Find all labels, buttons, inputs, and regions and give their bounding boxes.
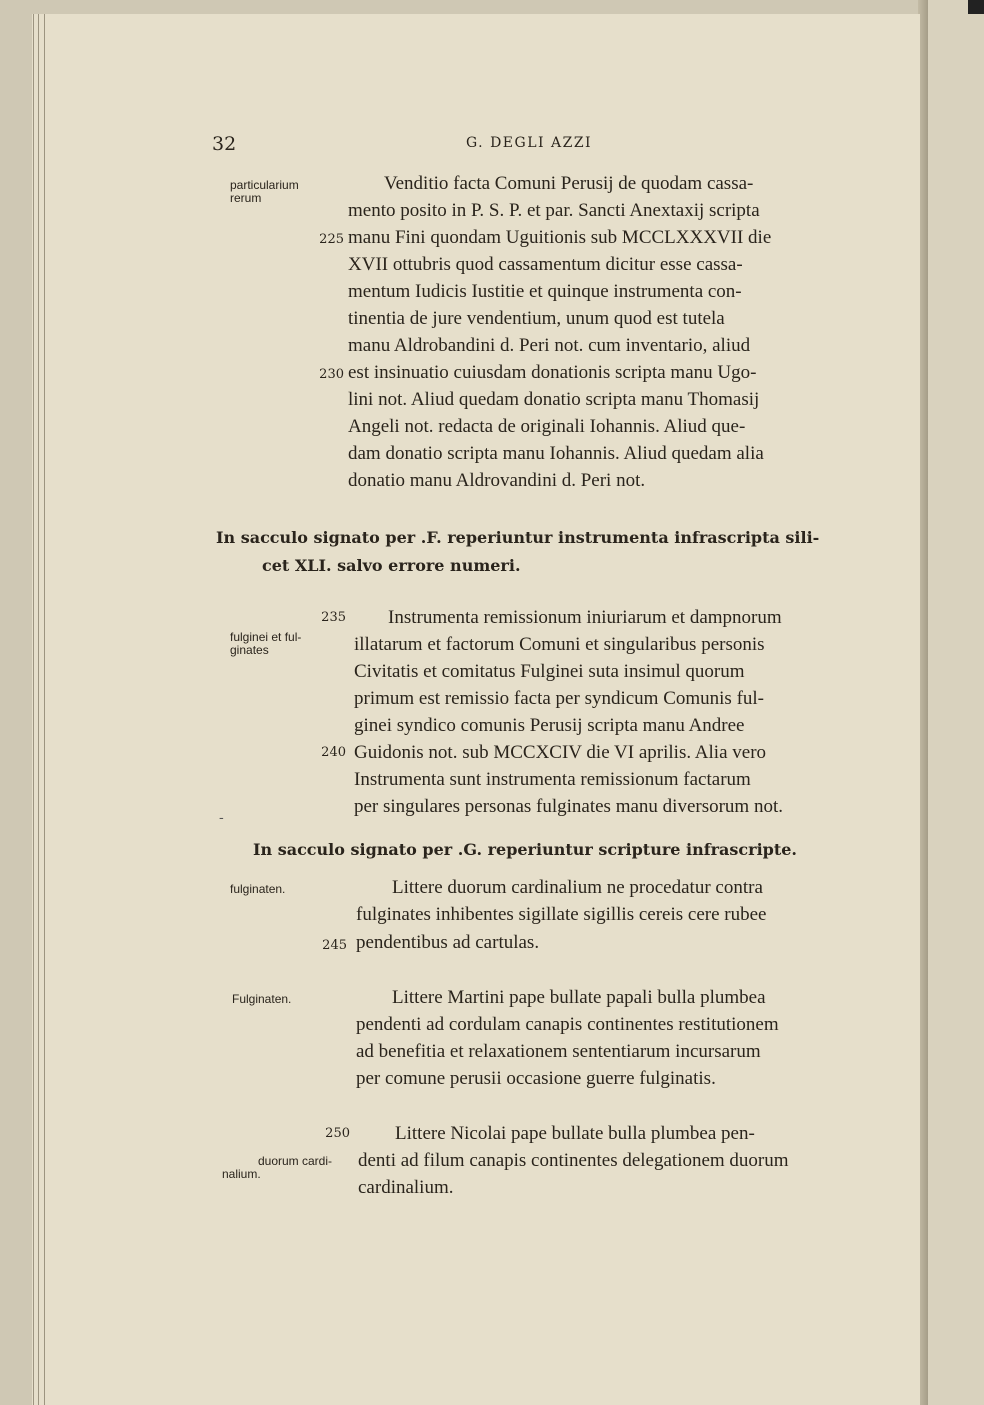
text-line: Littere duorum cardinalium ne procedatur contra <box>392 877 763 898</box>
text-line: fulginates inhibentes sigillate sigillis cereis cere rubee <box>356 904 767 925</box>
text-line: Littere Martini pape bullate papali bulla plumbea <box>392 987 766 1008</box>
margin-note: fulginei et ful- ginates <box>230 630 302 657</box>
line-number: 230 <box>319 367 344 382</box>
facing-page-edge <box>928 0 984 1405</box>
text-line: est insinuatio cuiusdam donationis scripta manu Ugo- <box>348 362 757 383</box>
text-line: Civitatis et comitatus Fulginei suta insimul quorum <box>354 661 745 682</box>
line-number: 245 <box>322 938 347 953</box>
scan-corner <box>968 0 984 14</box>
text-line: mentum Iudicis Iustitie et quinque instrumenta con- <box>348 281 742 302</box>
text-line: Angeli not. redacta de originali Iohannis. Aliud que- <box>348 416 746 437</box>
line-number: 225 <box>319 232 344 247</box>
text-line: mento posito in P. S. P. et par. Sancti Anextaxij scripta <box>348 200 760 221</box>
text-line: Instrumenta sunt instrumenta remissionum factarum <box>354 769 751 790</box>
text-line: XVII ottubris quod cassamentum dicitur esse cassa- <box>348 254 743 275</box>
text-line: pendentibus ad cartulas. <box>356 932 540 953</box>
margin-note: duorum cardi- nalium. <box>222 1154 332 1181</box>
text-line: cardinalium. <box>358 1177 454 1198</box>
text-line: manu Fini quondam Uguitionis sub MCCLXXXVII die <box>348 227 772 248</box>
text-line: ad benefitia et relaxationem sententiarum incursarum <box>356 1041 761 1062</box>
section-heading: In sacculo signato per .G. reperiuntur scripture infrascripte. <box>253 840 797 859</box>
page-edge-line <box>33 14 34 1405</box>
text-line: manu Aldrobandini d. Peri not. cum inventario, aliud <box>348 335 751 356</box>
line-number: 250 <box>325 1126 350 1141</box>
running-title: G. DEGLI AZZI <box>466 135 593 151</box>
page-number: 32 <box>212 133 237 155</box>
text-line: denti ad filum canapis continentes delegationem duorum <box>358 1150 789 1171</box>
margin-note: Fulginaten. <box>232 992 292 1006</box>
stray-mark: - <box>219 810 224 826</box>
text-line: ginei syndico comunis Perusij scripta manu Andree <box>354 715 745 736</box>
text-line: Littere Nicolai pape bullate bulla plumbea pen- <box>395 1123 755 1144</box>
text-line: tinentia de jure vendentium, unum quod est tutela <box>348 308 725 329</box>
margin-note: fulginaten. <box>230 882 286 896</box>
text-line: primum est remissio facta per syndicum Comunis ful- <box>354 688 765 709</box>
text-line: dam donatio scripta manu Iohannis. Aliud quedam alia <box>348 443 764 464</box>
line-number: 240 <box>321 745 346 760</box>
text-line: per singulares personas fulginates manu diversorum not. <box>354 796 783 817</box>
section-heading: cet XLI. salvo errore numeri. <box>262 556 521 575</box>
text-line: Instrumenta remissionum iniuriarum et dampnorum <box>388 607 782 628</box>
text-line: illatarum et factorum Comuni et singularibus personis <box>354 634 765 655</box>
text-line: pendenti ad cordulam canapis continentes restitutionem <box>356 1014 779 1035</box>
text-line: Venditio facta Comuni Perusij de quodam cassa- <box>384 173 754 194</box>
text-line: lini not. Aliud quedam donatio scripta manu Thomasij <box>348 389 760 410</box>
text-line: Guidonis not. sub MCCXCIV die VI aprilis. Alia vero <box>354 742 767 763</box>
text-line: per comune perusii occasione guerre fulginatis. <box>356 1068 716 1089</box>
section-heading: In sacculo signato per .F. reperiuntur instrumenta infrascripta sili- <box>216 528 820 547</box>
margin-note: particularium rerum <box>230 178 299 205</box>
page-edge-line <box>38 14 39 1405</box>
page-edge-line <box>44 14 45 1405</box>
line-number: 235 <box>321 610 346 625</box>
text-line: donatio manu Aldrovandini d. Peri not. <box>348 470 646 491</box>
